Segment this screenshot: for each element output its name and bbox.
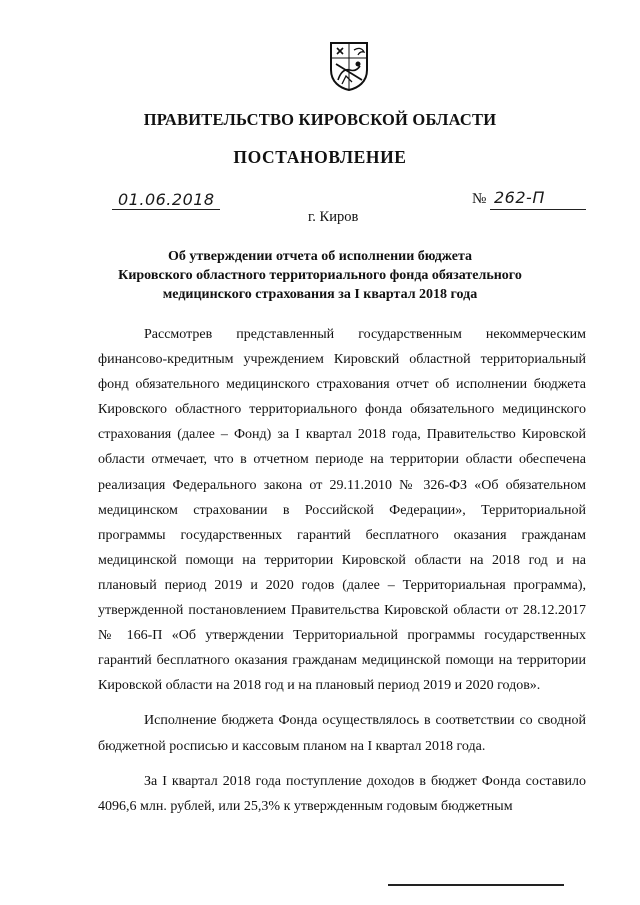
body-paragraph: Рассмотрев представленный государственным некоммерческим финансово-кредитным учреждением Кировский областной территориальный фонд обязательного медицинского страхования отчет об исполнении бюджета Кировского областного территориального фонда обязательного медицинского страхования (далее – Фонд) за I квартал 2018 года, Правительство Кировской области отмечает, что в отчетном периоде на территории области обеспечена реализация Федерального закона от 29.11.2010 № 326-ФЗ «Об обязательном медицинском страховании в Российской Федерации», Территориальной программы государственных гарантий бесплатного оказания гражданам медицинской помощи на территории Кировской области на 2018 год и на плановый период 2019 и 2020 годов (далее – Территориальная программа), утвержденной постановлением Правительства Кировской области от 28.12.2017 № 166-П «Об утверждении Территориальной программы государственных гарантий бесплатного оказания гражданам медицинской помощи на территории Кировской области на 2018 год и на плановый период 2019 и 2020 годов». xyxy=(98,327,586,694)
document-date: 01.06.2018 xyxy=(118,190,215,209)
coat-of-arms-icon xyxy=(328,40,370,92)
city-name: г. Киров xyxy=(308,209,359,225)
number-sign: № xyxy=(472,191,487,207)
footer-rule xyxy=(388,884,564,886)
body-paragraph: За I квартал 2018 года поступление доходов в бюджет Фонда составило 4096,6 млн. рублей, или 25,3% к утвержденным годовым бюджетным xyxy=(98,773,586,814)
subject-line: Об утверждении отчета об исполнении бюджета xyxy=(167,249,473,264)
body-paragraph: Исполнение бюджета Фонда осуществлялось в соответствии со сводной бюджетной росписью и кассовым планом на I квартал 2018 года. xyxy=(98,713,586,754)
date-underline xyxy=(112,209,220,210)
document-body xyxy=(98,322,586,829)
subject-line: Кировского областного территориального фонда обязательного xyxy=(118,268,522,283)
document-type: ПОСТАНОВЛЕНИЕ xyxy=(233,147,407,167)
government-title: ПРАВИТЕЛЬСТВО КИРОВСКОЙ ОБЛАСТИ xyxy=(143,110,497,129)
document-number: 262-П xyxy=(494,188,545,207)
document-subject xyxy=(100,247,540,304)
number-underline xyxy=(490,209,586,210)
subject-line: медицинского страхования за I квартал 2018 года xyxy=(162,287,478,302)
